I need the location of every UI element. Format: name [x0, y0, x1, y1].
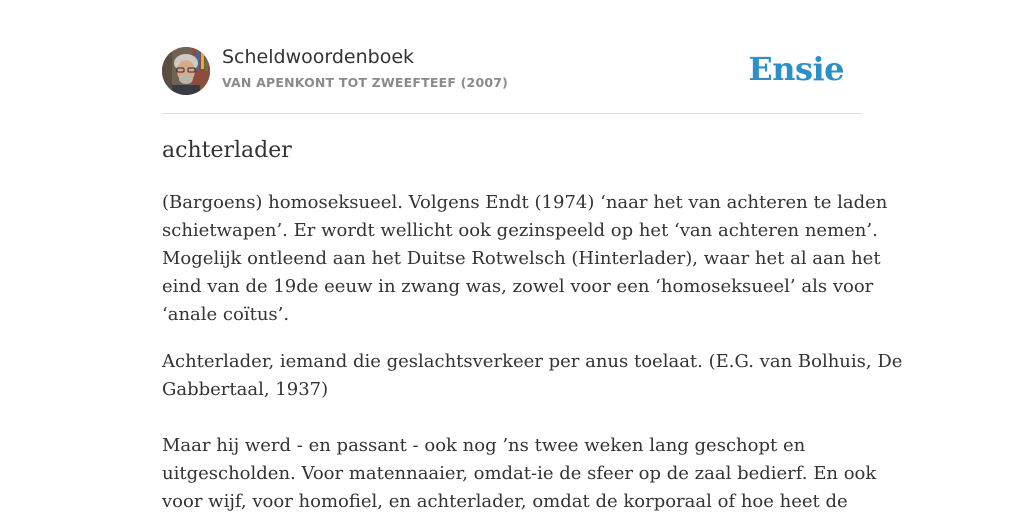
definition-paragraph: [162, 189, 888, 329]
definition-line: Mogelijk ontleend aan het Duitse Rotwelsch (Hinterlader), waar het al aan het: [162, 248, 881, 269]
entry-body: [162, 189, 903, 516]
quote-line: Gabbertaal, 1937): [162, 379, 329, 400]
definition-line: eind van de 19de eeuw in zwang was, zowel voor een ‘homoseksueel’ als voor: [162, 276, 874, 297]
avatar-image: [162, 47, 210, 95]
quote-line: Maar hij werd - en passant - ook nog ’ns twee weken lang geschopt en: [162, 435, 806, 456]
entry-title: achterlader: [162, 138, 292, 163]
definition-line: (Bargoens) homoseksueel. Volgens Endt (1974) ‘naar het van achteren te laden: [162, 192, 888, 213]
quote-line: uitgescholden. Voor matennaaier, omdat-ie de sfeer op de zaal bedierf. En ook: [162, 463, 877, 484]
page: [162, 0, 903, 512]
quote-paragraph: [162, 432, 877, 516]
quote-line: voor wijf, voor homofiel, en achterlader, omdat de korporaal of hoe heet de: [162, 491, 848, 512]
ensie-logo-link[interactable]: Ensie: [748, 50, 844, 88]
quote-paragraph: [162, 348, 903, 404]
definition-line: schietwapen’. Er wordt wellicht ook gezinspeeld op het ‘van achteren nemen’.: [162, 220, 878, 241]
author-avatar[interactable]: [162, 47, 210, 95]
header: [162, 0, 862, 114]
source-subtitle: VAN APENKONT TOT ZWEEFTEEF (2007): [222, 75, 509, 90]
definition-line: ‘anale coïtus’.: [162, 304, 290, 325]
quote-line: Achterlader, iemand die geslachtsverkeer per anus toelaat. (E.G. van Bolhuis, De: [162, 351, 903, 372]
source-title[interactable]: Scheldwoordenboek: [222, 46, 415, 68]
